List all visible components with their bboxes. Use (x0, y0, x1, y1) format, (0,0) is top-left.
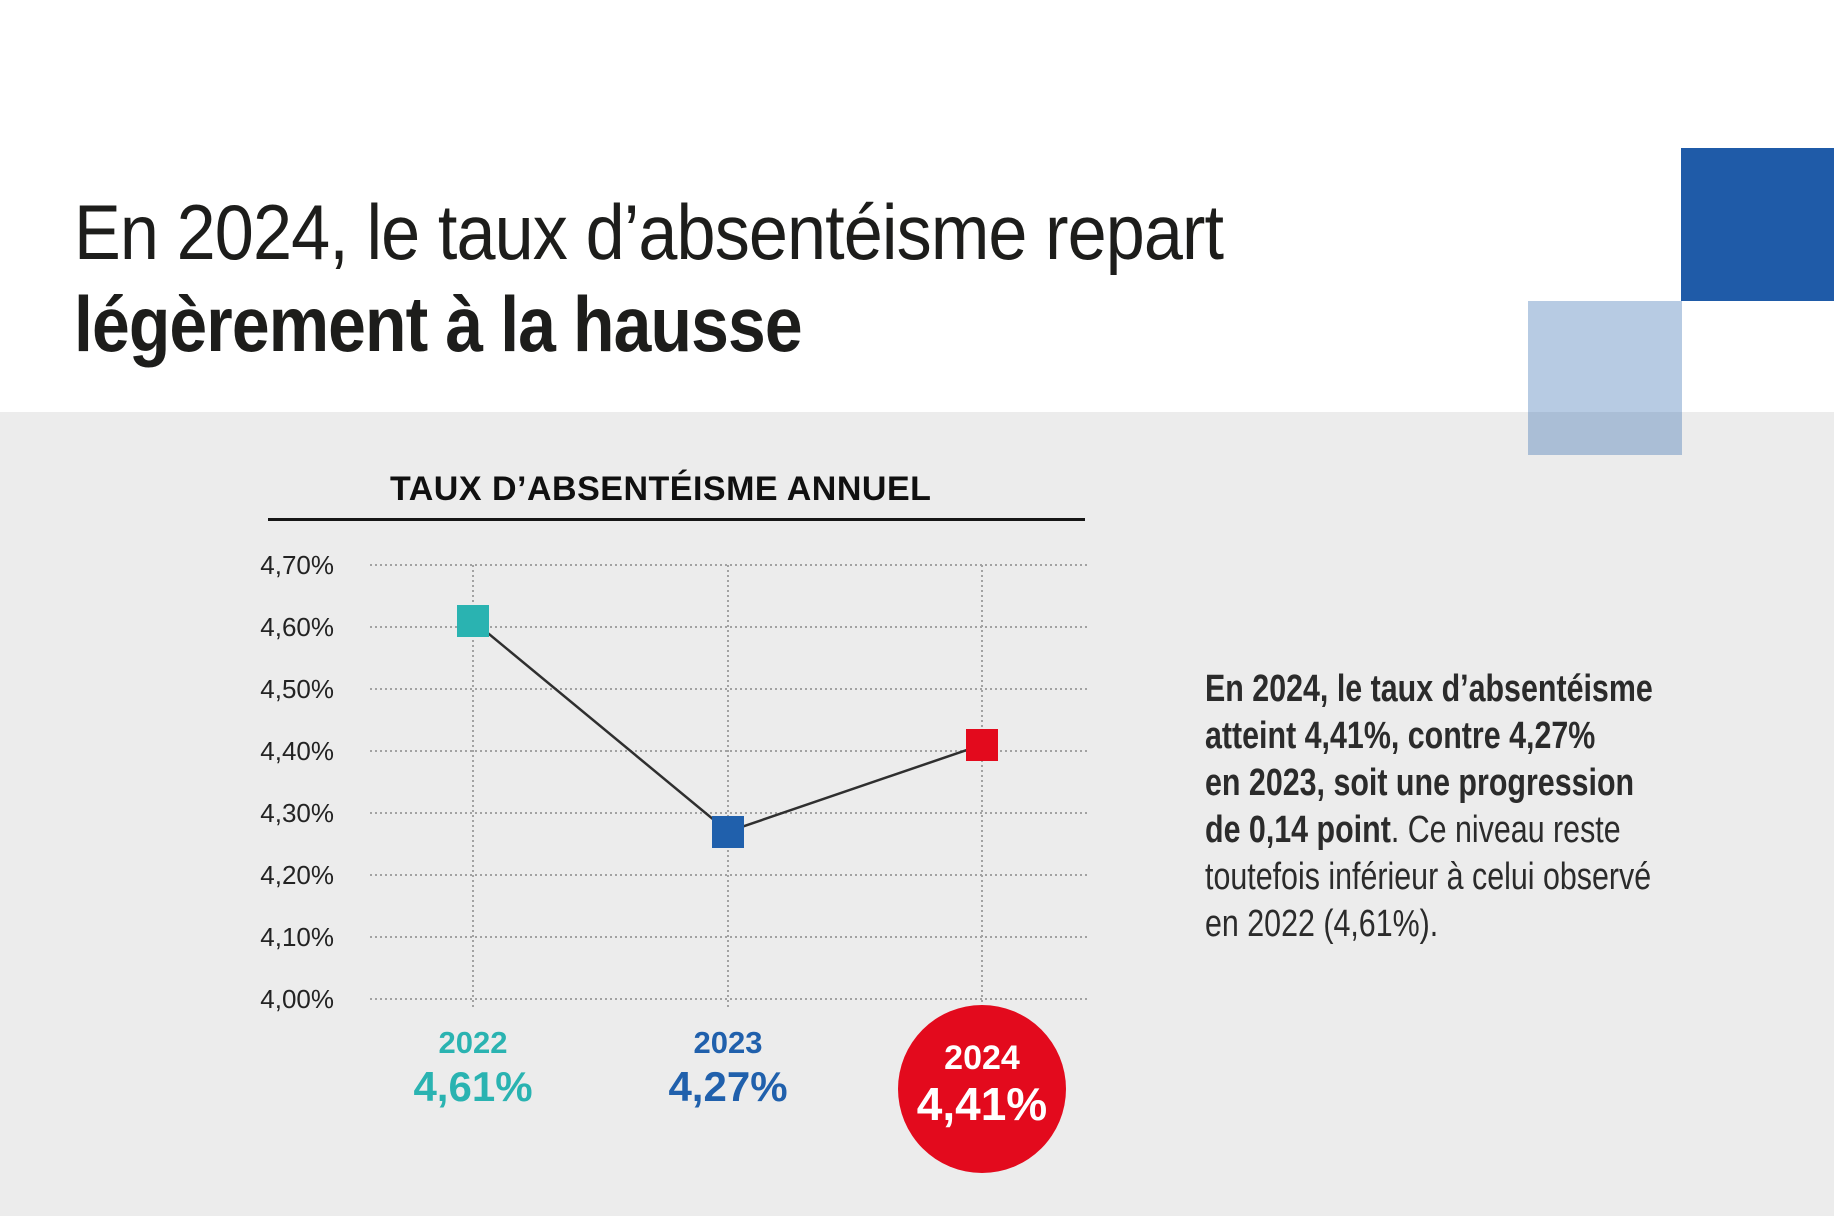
page-title-line2: légèrement à la hausse (74, 280, 802, 368)
y-axis-tick-label: 4,20% (260, 860, 334, 890)
annotation-text-block (1205, 666, 1765, 948)
y-axis-tick-label: 4,00% (260, 984, 334, 1014)
chart-title: TAUX D’ABSENTÉISME ANNUEL (390, 470, 932, 508)
y-axis-tick-label: 4,40% (260, 736, 334, 766)
annotation-line (1205, 901, 1653, 948)
y-axis-tick-label: 4,70% (260, 550, 334, 580)
x-axis-year-label: 2022 (438, 1025, 508, 1060)
x-axis-year-label: 2023 (693, 1025, 763, 1060)
gridline-vertical (981, 565, 983, 1007)
x-axis-year-label: 2024 (944, 1039, 1020, 1077)
gridline-vertical (727, 565, 729, 1007)
y-axis-tick-label: 4,50% (260, 674, 334, 704)
data-point-marker (966, 729, 998, 761)
annotation-bold-text: En 2024, le taux d’absentéisme (1205, 668, 1653, 710)
y-axis-tick-label: 4,30% (260, 798, 334, 828)
highlight-circle-2024 (898, 1005, 1066, 1173)
page-title (74, 186, 1351, 370)
decor-light-blue-square (1528, 301, 1682, 455)
data-value-label: 4,27% (668, 1063, 788, 1110)
annotation-line (1205, 854, 1653, 901)
annotation-regular-text: en 2022 (4,61%). (1205, 903, 1439, 945)
annotation-bold-text: en 2023, soit une progression (1205, 762, 1635, 804)
annotation-bold-text: de 0,14 point (1205, 809, 1391, 851)
data-value-label: 4,61% (413, 1063, 533, 1110)
y-axis-tick-label: 4,10% (260, 922, 334, 952)
annotation-bold-text: atteint 4,41%, contre 4,27% (1205, 715, 1596, 757)
annotation-line (1205, 666, 1653, 713)
decor-dark-blue-square (1681, 148, 1834, 301)
annotation-regular-text: toutefois inférieur à celui observé (1205, 856, 1652, 898)
annotation-regular-text: . Ce niveau reste (1390, 809, 1621, 851)
chart-title-underline (268, 518, 1085, 521)
page-title-line1: En 2024, le taux d’absentéisme repart (74, 188, 1224, 276)
data-value-label: 4,41% (916, 1078, 1048, 1130)
annotation-line (1205, 713, 1653, 760)
annotation-line (1205, 807, 1653, 854)
y-axis-tick-label: 4,60% (260, 612, 334, 642)
annotation-line (1205, 760, 1653, 807)
data-point-marker (457, 605, 489, 637)
data-point-marker (712, 816, 744, 848)
